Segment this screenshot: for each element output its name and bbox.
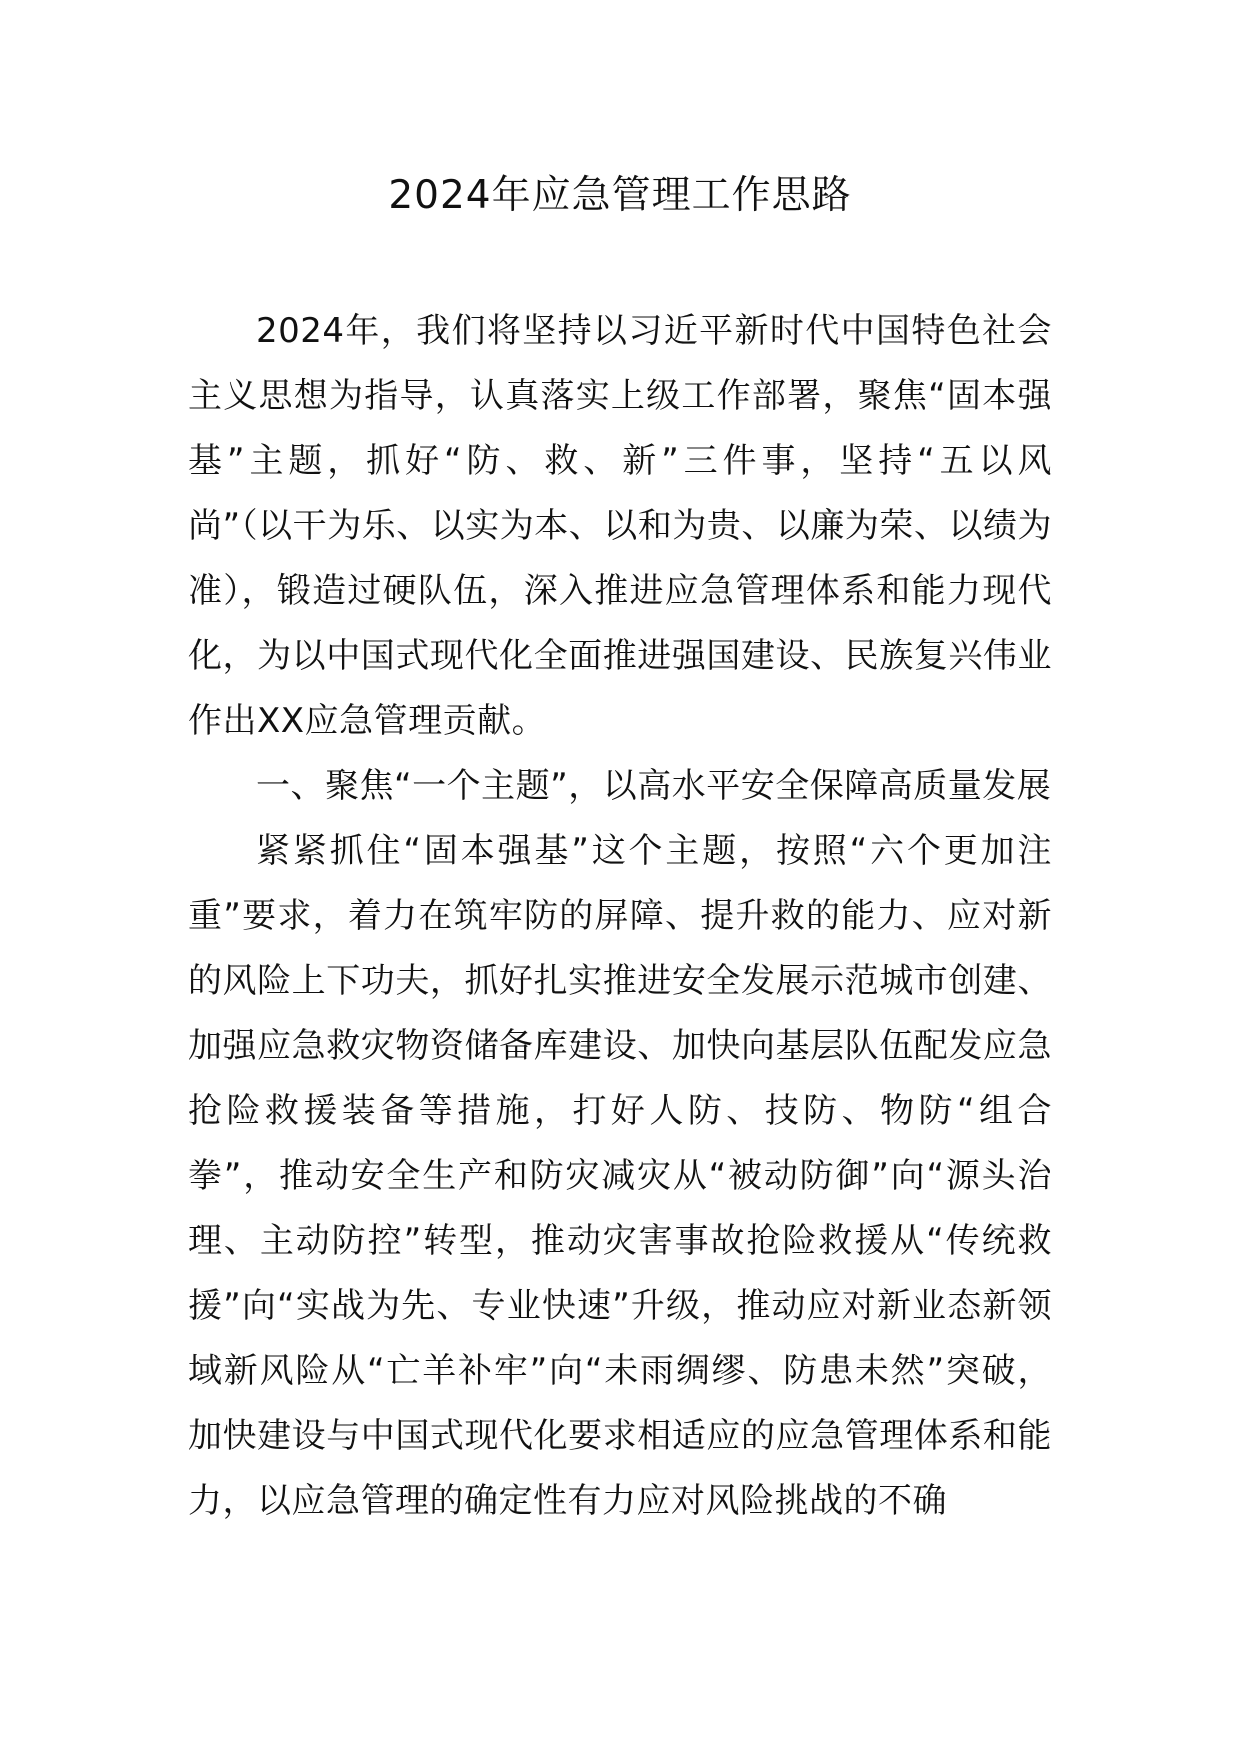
section-heading-one: 一、聚焦“一个主题”，以高水平安全保障高质量发展 xyxy=(256,766,1052,806)
document-body xyxy=(188,299,1052,1534)
document-title: 2024年应急管理工作思路 xyxy=(388,173,852,218)
intro-paragraph: 2024年，我们将坚持以习近平新时代中国特色社会主义思想为指导，认真落实上级工作部署，聚焦“固本强基”主题，抓好“防、救、新”三件事，坚持“五以风尚”（以干为乐、以实为本、以和为贵、以廉为荣、以绩为准），锻造过硬队伍，深入推进应急管理体系和能力现代化，为以中国式现代化全面推进强国建设、民族复兴伟业作出XX应急管理贡献。 xyxy=(188,311,1052,741)
section-one-paragraph: 紧紧抓住“固本强基”这个主题，按照“六个更加注重”要求，着力在筑牢防的屏障、提升救的能力、应对新的风险上下功夫，抓好扎实推进安全发展示范城市创建、加强应急救灾物资储备库建设、加快向基层队伍配发应急抢险救援装备等措施，打好人防、技防、物防“组合拳”，推动安全生产和防灾减灾从“被动防御”向“源头治理、主动防控”转型，推动灾害事故抢险救援从“传统救援”向“实战为先、专业快速”升级，推动应对新业态新领域新风险从“亡羊补牢”向“未雨绸缪、防患未然”突破，加快建设与中国式现代化要求相适应的应急管理体系和能力，以应急管理的确定性有力应对风险挑战的不确 xyxy=(188,831,1052,1521)
